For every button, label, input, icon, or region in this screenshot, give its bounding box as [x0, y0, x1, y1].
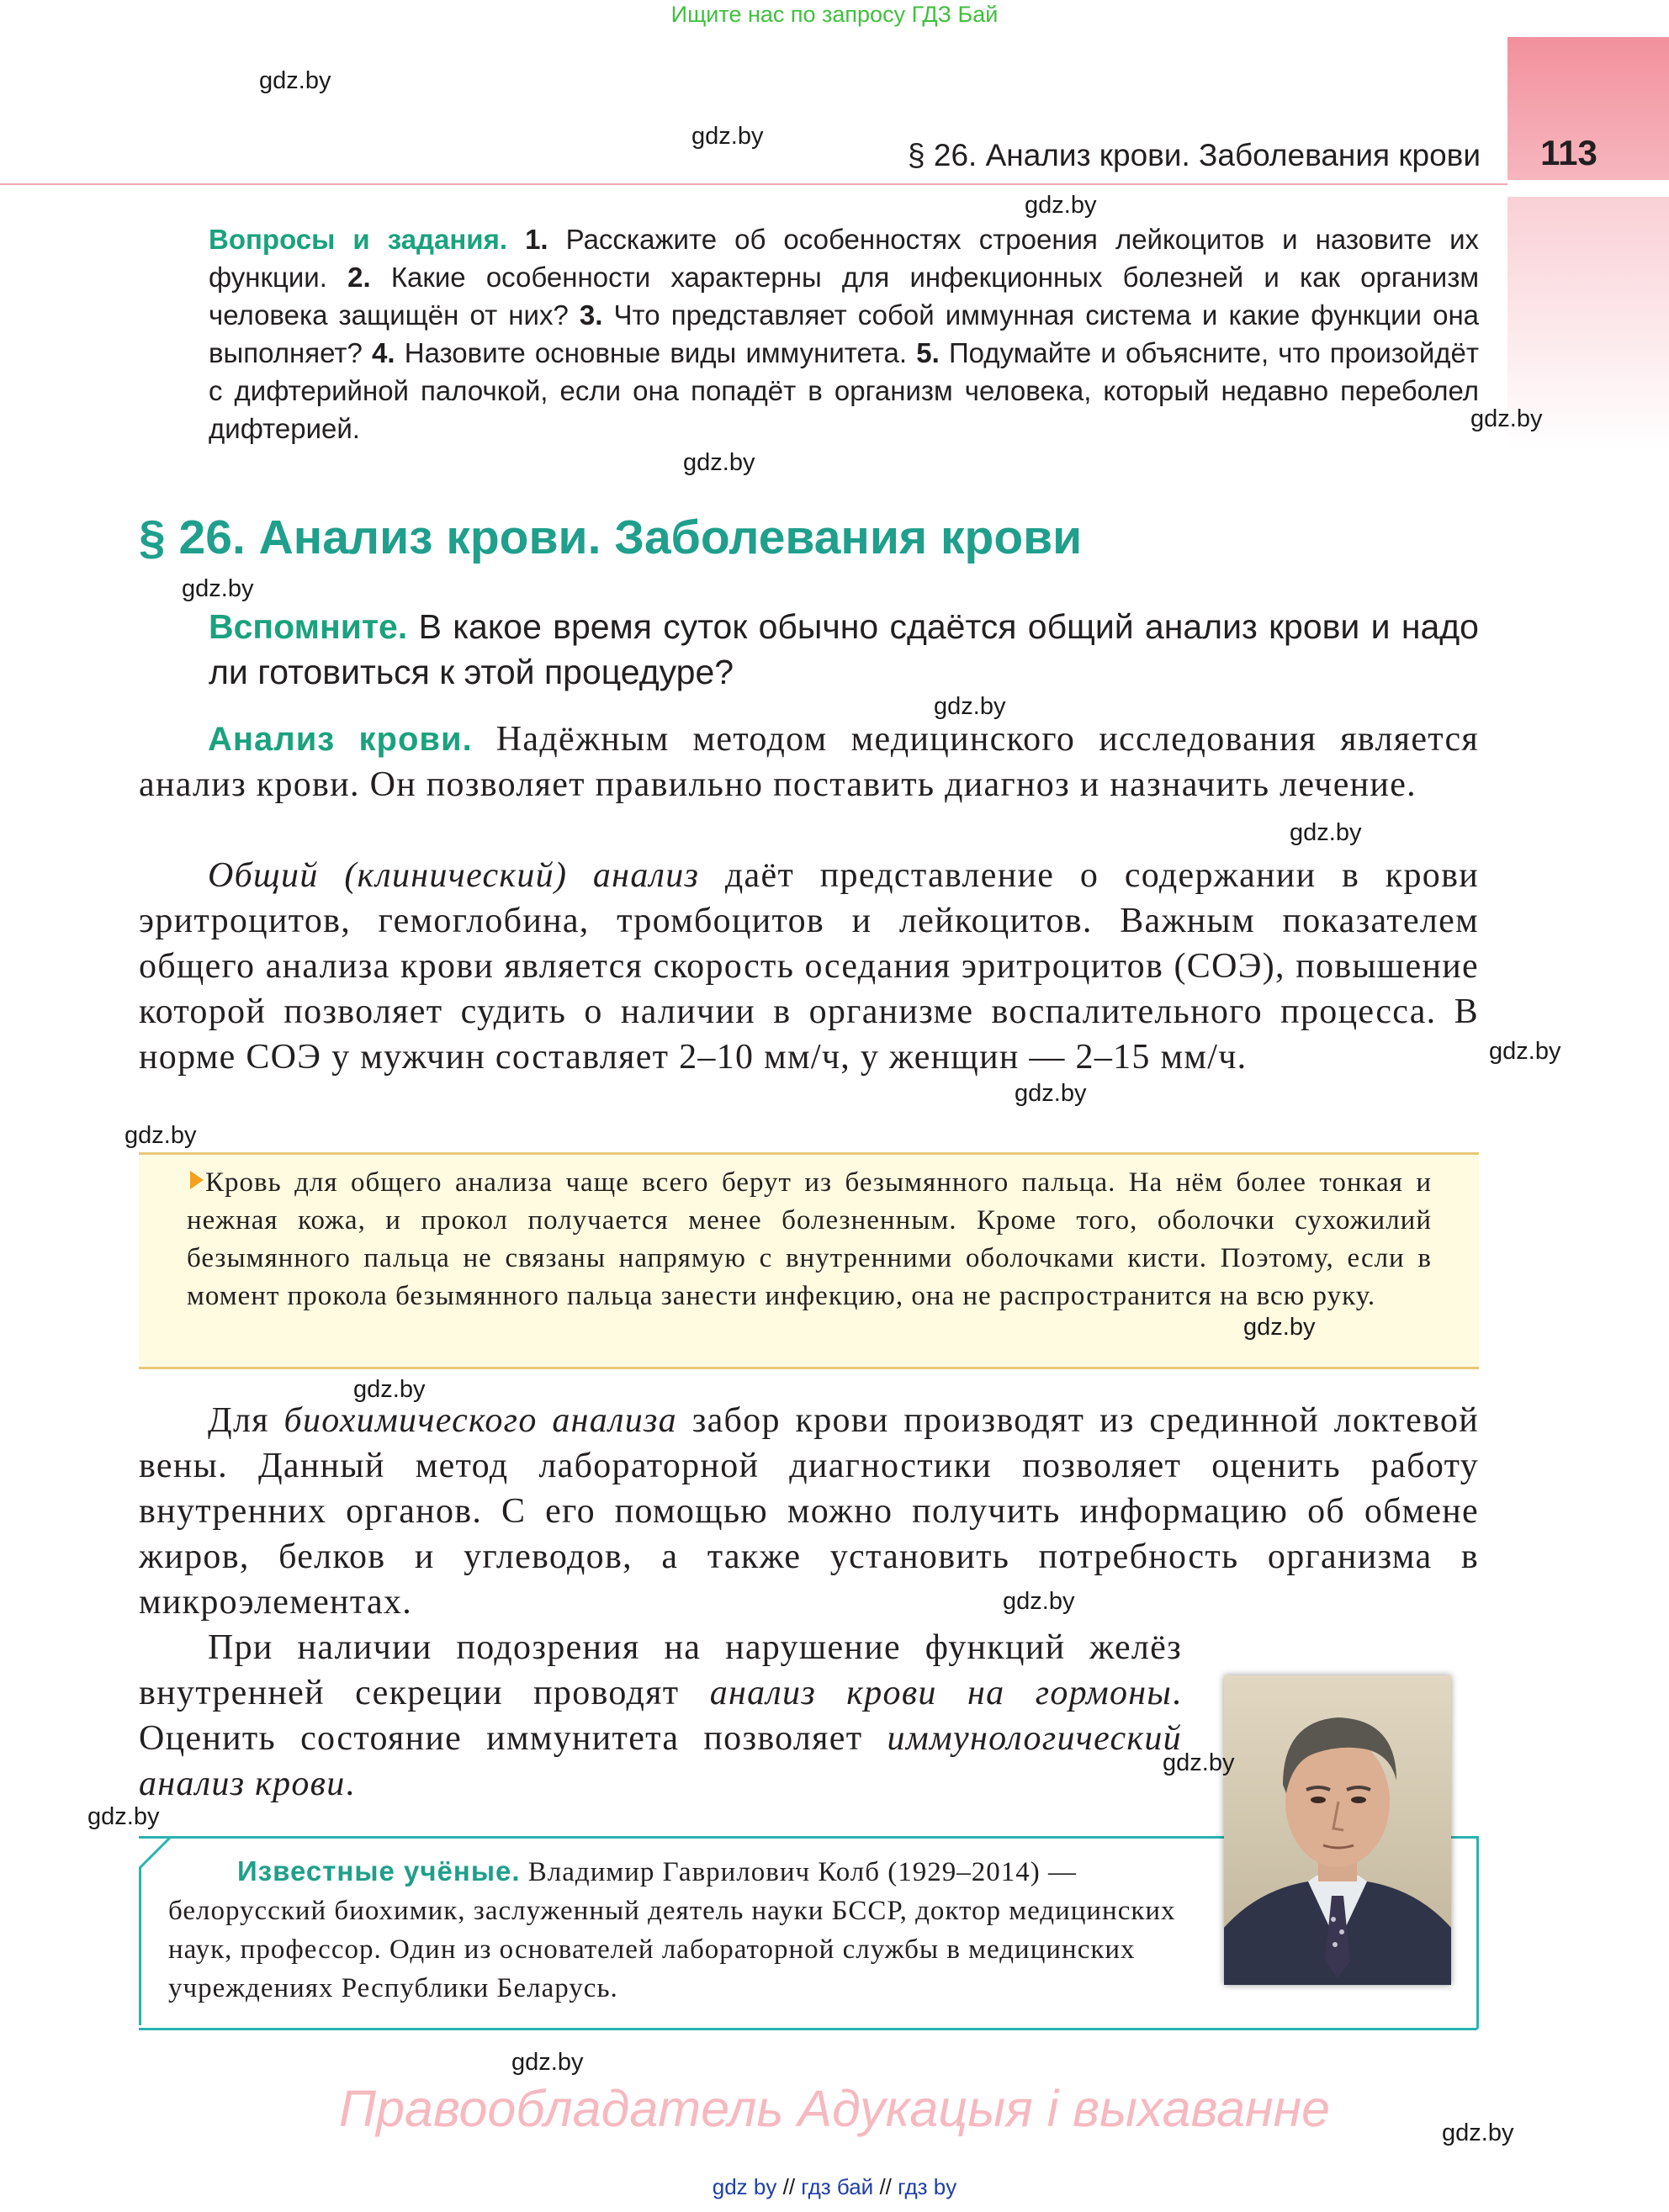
top-search-banner[interactable]: Ищите нас по запросу ГДЗ Бай	[670, 2, 999, 27]
page-number: 113	[1540, 133, 1597, 172]
scientist-portrait	[1224, 1675, 1451, 1985]
watermark: gdz.by	[1243, 1314, 1316, 1341]
scientist-lead: Известные учёные.	[237, 1855, 521, 1887]
paragraph-text: . Оценить состояние иммунитета позволяет	[139, 1674, 1182, 1758]
paragraph-biochemical-analysis	[139, 1398, 1479, 1625]
rights-holder-notice: Правообладатель Адукацыя і выхаванне	[338, 2080, 1331, 2137]
paragraph-lead: Анализ крови.	[208, 721, 473, 758]
watermark: gdz.by	[182, 575, 254, 602]
paragraph-italic-term: Общий (клинический) анализ	[208, 856, 700, 895]
question-text: Подумайте и объясните, что произойдёт с дифтерийной палочкой, если она попадёт в организм человека, который недавно переболел дифтерией.	[209, 337, 1480, 444]
recall-text: В какое время суток обычно сдаётся общий анализ крови и надо ли готовиться к этой процедуре?	[209, 607, 1479, 691]
watermark: gdz.by	[1015, 1080, 1087, 1107]
watermark: gdz.by	[1442, 2119, 1514, 2146]
running-header-title: § 26. Анализ крови. Заболевания крови	[908, 138, 1481, 172]
watermark: gdz.by	[1025, 192, 1097, 219]
paragraph-text: даёт представление о содержании в крови эритроцитов, гемоглобина, тромбоцитов и лейкоцитов. Важным показателем общего анализа крови является скорость оседания эритроцитов (СОЭ), повышение которой позволяет судить о наличии в организме воспалительного процесса. В норме СОЭ у мужчин составляет 2–10 мм/ч, у женщин — 2–15 мм/ч.	[139, 856, 1479, 1077]
paragraph-hormones-analysis	[139, 1625, 1182, 1807]
watermark: gdz.by	[125, 1122, 197, 1149]
footer-link[interactable]: гдз бай	[801, 2174, 874, 2199]
paragraph-italic-term: иммунологический анализ крови	[139, 1719, 1182, 1803]
question-text: Расскажите об особенностях строения лейкоцитов и назовите их функции.	[209, 224, 1480, 293]
question-num: 1.	[525, 224, 548, 255]
box-left-border	[139, 1867, 141, 2025]
paragraph-italic-term: биохимического анализа	[283, 1401, 677, 1440]
paragraph-text: .	[345, 1765, 356, 1803]
recall-lead: Вспомните.	[209, 607, 408, 646]
footer-link[interactable]: гдз by	[898, 2174, 957, 2199]
footer-links	[0, 2174, 1669, 2200]
paragraph-blood-analysis	[139, 717, 1479, 807]
watermark: gdz.by	[1163, 1749, 1235, 1776]
footer-separator: //	[782, 2174, 796, 2199]
watermark: gdz.by	[1003, 1588, 1075, 1615]
watermark: gdz.by	[1470, 405, 1543, 432]
scientist-bio: Владимир Гаврилович Колб (1929–2014) — белорусский биохимик, заслуженный деятель науки БССР, доктор медицинских наук, профессор. Один из основателей лабораторной службы в медицинских учреждениях Республики Беларусь.	[168, 1857, 1176, 2003]
section-title: § 26. Анализ крови. Заболевания крови	[139, 511, 1083, 564]
paragraph-text-before: Для	[208, 1401, 269, 1440]
watermark: gdz.by	[683, 449, 755, 476]
watermark: gdz.by	[691, 123, 764, 150]
questions-block	[209, 220, 1479, 447]
question-num: 2.	[347, 262, 371, 293]
paragraph-text: забор крови производят из срединной локтевой вены. Данный метод лабораторной диагностики позволяет оценить работу внутренних органов. С его помощью можно получить информацию об обмене жиров, белков и углеводов, а также установить потребность организма в микроэлементах.	[139, 1401, 1479, 1622]
question-text: Что представляет собой иммунная система и какие функции она выполняет?	[209, 299, 1480, 368]
header-divider	[0, 183, 1507, 185]
watermark: gdz.by	[259, 67, 331, 94]
note-text	[187, 1164, 1432, 1315]
paragraph-general-analysis	[139, 853, 1479, 1080]
watermark: gdz.by	[1489, 1038, 1561, 1065]
watermark: gdz.by	[934, 693, 1006, 720]
watermark: gdz.by	[1290, 819, 1362, 846]
watermark: gdz.by	[353, 1376, 426, 1403]
note-body: Кровь для общего анализа чаще всего берут из безымянного пальца. На нём более тонкая и нежная кожа, и прокол получается менее болезненным. Кроме того, оболочки сухожилий безымянного пальца не связаны напрямую с внутренними оболочками кисти. Поэтому, если в момент прокола безымянного пальца занести инфекцию, она не распространится на всю руку.	[187, 1167, 1432, 1311]
watermark: gdz.by	[511, 2049, 584, 2076]
recall-block	[209, 604, 1479, 695]
box-corner-decoration	[139, 1836, 172, 1870]
question-num: 5.	[916, 337, 940, 368]
question-num: 3.	[579, 299, 603, 331]
footer-separator: //	[879, 2174, 892, 2199]
watermark: gdz.by	[87, 1803, 160, 1830]
question-text: Назовите основные виды иммунитета.	[404, 337, 908, 368]
paragraph-italic-term: анализ крови на гормоны	[709, 1674, 1173, 1712]
paragraph-text: При наличии подозрения на нарушение функций желёз внутренней секреции проводят	[139, 1628, 1182, 1712]
questions-lead: Вопросы и задания.	[209, 224, 507, 255]
scientist-text	[168, 1852, 1190, 2008]
footer-link[interactable]: gdz by	[712, 2174, 777, 2199]
question-text: Какие особенности характерны для инфекционных болезней и как организм человека защищён от них?	[209, 262, 1480, 331]
question-num: 4.	[372, 337, 395, 368]
paragraph-text: Надёжным методом медицинского исследования является анализ крови. Он позволяет правильно поставить диагноз и назначить лечение.	[139, 720, 1480, 804]
